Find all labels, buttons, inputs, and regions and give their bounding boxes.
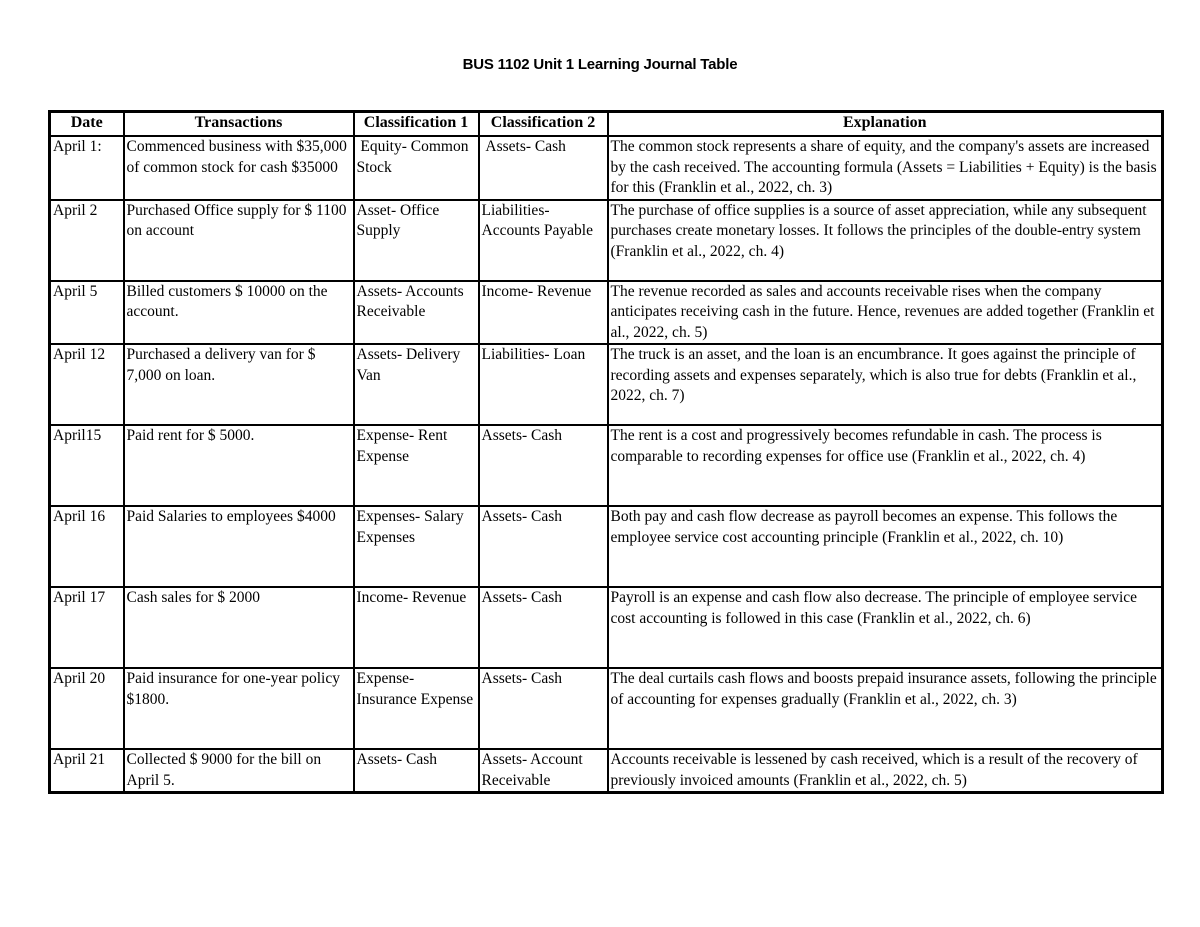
- explanation-cell: Accounts receivable is lessened by cash received, which is a result of the recovery of previously invoiced amounts (Franklin et al., 2022, ch. 5): [608, 749, 1163, 793]
- explanation-cell: The deal curtails cash flows and boosts prepaid insurance assets, following the principle of accounting for expenses gradually (Franklin et al., 2022, ch. 3): [608, 668, 1163, 749]
- table-row: [50, 587, 1163, 668]
- classification-2-cell: Income- Revenue: [479, 281, 608, 345]
- table-row: [50, 281, 1163, 345]
- explanation-cell: Payroll is an expense and cash flow also decrease. The principle of employee service cost accounting is followed in this case (Franklin et al., 2022, ch. 6): [608, 587, 1163, 668]
- date-cell: April 1:: [50, 136, 124, 200]
- classification-1-cell: Assets- Cash: [354, 749, 479, 793]
- classification-1-cell: Expenses- Salary Expenses: [354, 506, 479, 587]
- date-cell: April 5: [50, 281, 124, 345]
- classification-1-cell: Asset- Office Supply: [354, 200, 479, 281]
- table-row: [50, 506, 1163, 587]
- transaction-cell: Paid insurance for one-year policy $1800.: [124, 668, 354, 749]
- classification-1-cell: Expense- Rent Expense: [354, 425, 479, 506]
- classification-2-cell: Assets- Cash: [479, 506, 608, 587]
- classification-2-cell: Assets- Cash: [479, 587, 608, 668]
- transaction-cell: Purchased Office supply for $ 1100 on account: [124, 200, 354, 281]
- date-cell: April 2: [50, 200, 124, 281]
- header-transactions: Transactions: [124, 112, 354, 137]
- date-cell: April15: [50, 425, 124, 506]
- transaction-cell: Paid rent for $ 5000.: [124, 425, 354, 506]
- journal-table: [48, 110, 1164, 794]
- table-header-row: [50, 112, 1163, 137]
- explanation-cell: Both pay and cash flow decrease as payroll becomes an expense. This follows the employee service cost accounting principle (Franklin et al., 2022, ch. 10): [608, 506, 1163, 587]
- table-row: [50, 668, 1163, 749]
- transaction-cell: Purchased a delivery van for $ 7,000 on loan.: [124, 344, 354, 425]
- date-cell: April 12: [50, 344, 124, 425]
- page-title: BUS 1102 Unit 1 Learning Journal Table: [462, 56, 738, 73]
- table-row: [50, 136, 1163, 200]
- transaction-cell: Collected $ 9000 for the bill on April 5.: [124, 749, 354, 793]
- explanation-cell: The rent is a cost and progressively becomes refundable in cash. The process is comparable to recording expenses for office use (Franklin et al., 2022, ch. 4): [608, 425, 1163, 506]
- classification-1-cell: Assets- Delivery Van: [354, 344, 479, 425]
- classification-1-cell: Expense- Insurance Expense: [354, 668, 479, 749]
- date-cell: April 16: [50, 506, 124, 587]
- date-cell: April 21: [50, 749, 124, 793]
- transaction-cell: Paid Salaries to employees $4000: [124, 506, 354, 587]
- classification-2-cell: Liabilities- Loan: [479, 344, 608, 425]
- header-explanation: Explanation: [608, 112, 1163, 137]
- classification-2-cell: Assets- Account Receivable: [479, 749, 608, 793]
- explanation-cell: The purchase of office supplies is a source of asset appreciation, while any subsequent purchases create monetary losses. It follows the principles of the double-entry system (Franklin et al., 2022, ch. 4): [608, 200, 1163, 281]
- table-row: [50, 200, 1163, 281]
- classification-1-cell: Assets- Accounts Receivable: [354, 281, 479, 345]
- classification-2-cell: Liabilities- Accounts Payable: [479, 200, 608, 281]
- transaction-cell: Cash sales for $ 2000: [124, 587, 354, 668]
- explanation-cell: The common stock represents a share of equity, and the company's assets are increased by the cash received. The accounting formula (Assets = Liabilities + Equity) is the basis for this (Franklin et al., 2022, ch. 3): [608, 136, 1163, 200]
- classification-1-cell: Income- Revenue: [354, 587, 479, 668]
- table-row: [50, 344, 1163, 425]
- date-cell: April 17: [50, 587, 124, 668]
- header-classification-1: Classification 1: [354, 112, 479, 137]
- header-date: Date: [50, 112, 124, 137]
- classification-1-cell: Equity- Common Stock: [354, 136, 479, 200]
- explanation-cell: The revenue recorded as sales and accounts receivable rises when the company anticipates receiving cash in the future. Hence, revenues are added together (Franklin et al., 2022, ch. 5): [608, 281, 1163, 345]
- classification-2-cell: Assets- Cash: [479, 668, 608, 749]
- classification-2-cell: Assets- Cash: [479, 425, 608, 506]
- date-cell: April 20: [50, 668, 124, 749]
- table-row: [50, 425, 1163, 506]
- table-row: [50, 749, 1163, 793]
- transaction-cell: Commenced business with $35,000 of common stock for cash $35000: [124, 136, 354, 200]
- explanation-cell: The truck is an asset, and the loan is an encumbrance. It goes against the principle of recording assets and expenses separately, which is also true for debts (Franklin et al., 2022, ch. 7): [608, 344, 1163, 425]
- header-classification-2: Classification 2: [479, 112, 608, 137]
- transaction-cell: Billed customers $ 10000 on the account.: [124, 281, 354, 345]
- classification-2-cell: Assets- Cash: [479, 136, 608, 200]
